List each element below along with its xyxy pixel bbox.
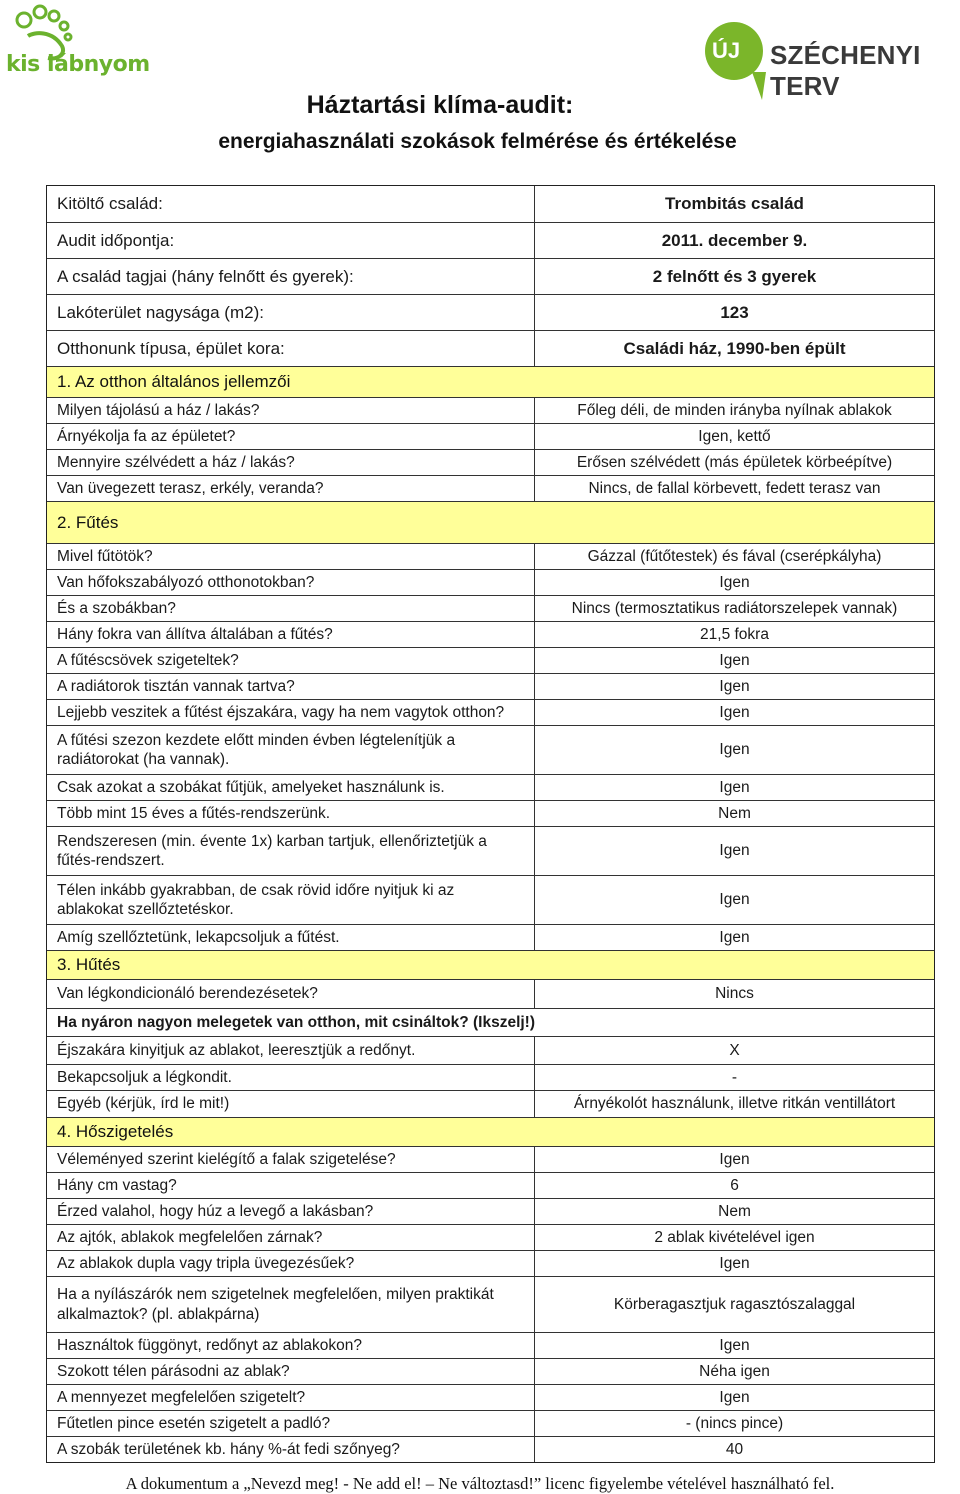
question-cell (47, 1173, 535, 1198)
header-row (47, 186, 934, 222)
header-value: Trombitás család (665, 194, 804, 214)
header-value-cell (535, 223, 934, 258)
question-row (47, 1358, 934, 1384)
header-row (47, 294, 934, 330)
answer-cell (535, 570, 934, 595)
question-row (47, 699, 934, 725)
header-row (47, 258, 934, 294)
answer-text: - (731, 1068, 738, 1086)
answer-text: Igen (719, 651, 750, 669)
answer-text: Körberagasztjuk ragasztószalaggal (613, 1295, 856, 1313)
header-label-cell (47, 186, 535, 222)
answer-cell (535, 876, 934, 924)
section-title: 3. Hűtés (57, 955, 121, 975)
answer-text: Igen (719, 573, 750, 591)
header-row (47, 222, 934, 258)
question-cell (47, 876, 535, 924)
header-label: Audit időpontja: (57, 230, 175, 250)
question-row (47, 621, 934, 647)
answer-cell (535, 700, 934, 725)
question-text: A fűtéscsövek szigeteltek? (57, 651, 239, 669)
question-cell (47, 1065, 535, 1090)
answer-cell (535, 1411, 934, 1436)
question-row (47, 543, 934, 569)
question-cell (47, 1037, 535, 1064)
answer-text: Igen (719, 928, 750, 946)
question-row (47, 1332, 934, 1358)
answer-cell (535, 1037, 934, 1064)
answer-text: Árnyékolót használunk, illetve ritkán ventillátort (573, 1095, 896, 1113)
answer-text: Igen (719, 891, 750, 909)
section-title-cell (47, 1118, 934, 1146)
section-title-cell (47, 951, 934, 979)
question-cell (47, 980, 535, 1008)
section-header (47, 501, 934, 543)
question-row (47, 800, 934, 826)
header-value-cell (535, 259, 934, 294)
question-text: Milyen tájolású a ház / lakás? (57, 401, 260, 419)
question-text: Van légkondicionáló berendezésetek? (57, 985, 318, 1003)
header-label: Lakóterület nagysága (m2): (57, 302, 264, 322)
question-row (47, 1384, 934, 1410)
question-row (47, 475, 934, 501)
question-cell (47, 1333, 535, 1358)
header-value-cell (535, 295, 934, 330)
answer-text: - (nincs pince) (685, 1414, 784, 1432)
answer-text: Igen (719, 703, 750, 721)
answer-cell (535, 398, 934, 423)
question-cell (47, 775, 535, 800)
question-text: A szobák területének kb. hány %-át fedi szőnyeg? (57, 1440, 400, 1458)
page-subtitle: energiahasználati szokások felmérése és értékelése (218, 130, 737, 153)
question-text: És a szobákban? (57, 599, 176, 617)
answer-cell (535, 980, 934, 1008)
section-title-cell (47, 367, 934, 397)
answer-cell (535, 476, 934, 501)
answer-cell (535, 726, 934, 774)
question-cell (47, 726, 535, 774)
answer-cell (535, 1251, 934, 1276)
question-cell (47, 925, 535, 950)
question-text: Bekapcsoljuk a légkondit. (57, 1068, 232, 1086)
logo-left-line1: kis (6, 52, 40, 77)
header-value: 123 (720, 302, 749, 322)
question-cell (47, 1147, 535, 1172)
audit-table (46, 185, 935, 1463)
answer-text: Erősen szélvédett (más épületek körbeépítve) (576, 453, 893, 471)
answer-cell (535, 1091, 934, 1117)
question-row (47, 673, 934, 699)
question-cell (47, 476, 535, 501)
question-cell (47, 398, 535, 423)
question-text: Amíg szellőztetünk, lekapcsoljuk a fűtést. (57, 928, 340, 946)
answer-text: Igen (719, 1388, 750, 1406)
answer-cell (535, 801, 934, 826)
question-text: Mennyire szélvédett a ház / lakás? (57, 453, 295, 471)
answer-text: Igen, kettő (698, 427, 771, 445)
answer-text: Néha igen (699, 1362, 770, 1380)
answer-cell (535, 674, 934, 699)
page-title: Háztartási klíma-audit: (306, 91, 574, 119)
question-text: Fűtetlen pince esetén szigetelt a padló? (57, 1414, 331, 1432)
question-cell (47, 1411, 535, 1436)
answer-text: Igen (719, 677, 750, 695)
question-row (47, 1224, 934, 1250)
szechenyi-badge-text: ÚJ (712, 38, 741, 63)
answer-cell (535, 544, 934, 569)
question-row (47, 1198, 934, 1224)
question-text: Az ajtók, ablakok megfelelően zárnak? (57, 1228, 323, 1246)
question-row (47, 647, 934, 673)
question-cell (47, 1009, 934, 1036)
question-cell (47, 1225, 535, 1250)
answer-cell (535, 1173, 934, 1198)
answer-cell (535, 1333, 934, 1358)
question-text: A fűtési szezon kezdete előtt minden évben légtelenítjük a radiátorokat (ha vannak). (57, 731, 456, 768)
answer-cell (535, 596, 934, 621)
logo-left-line2: lábnyom (46, 52, 150, 77)
question-row (47, 1436, 934, 1462)
answer-text: X (729, 1041, 740, 1059)
question-text: Van hőfokszabályozó otthonotokban? (57, 573, 315, 591)
answer-text: Igen (719, 1150, 750, 1168)
answer-cell (535, 648, 934, 673)
question-cell (47, 1251, 535, 1276)
question-row (47, 1172, 934, 1198)
section-header (47, 366, 934, 397)
header-value-cell (535, 331, 934, 366)
question-row (47, 875, 934, 924)
kis-labnyom-wordmark (6, 52, 150, 77)
question-row (47, 924, 934, 950)
answer-cell (535, 1199, 934, 1224)
answer-text: Nincs (715, 985, 754, 1003)
question-cell (47, 450, 535, 475)
question-text: Több mint 15 éves a fűtés-rendszerünk. (57, 804, 331, 822)
question-row (47, 1146, 934, 1172)
header-value: 2011. december 9. (661, 230, 808, 250)
answer-cell (535, 1359, 934, 1384)
answer-text: 21,5 fokra (700, 625, 769, 643)
answer-text: Nincs, de fallal körbevett, fedett terasz van (588, 479, 881, 497)
question-row (47, 1276, 934, 1332)
question-row (47, 397, 934, 423)
question-text: Van üvegezett terasz, erkély, veranda? (57, 479, 324, 497)
question-text: Hány cm vastag? (57, 1176, 177, 1194)
question-text: A mennyezet megfelelően szigetelt? (57, 1388, 306, 1406)
question-cell (47, 1385, 535, 1410)
answer-text: Nincs (termosztatikus radiátorszelepek vannak) (571, 599, 898, 617)
answer-text: Nem (718, 1202, 751, 1220)
answer-cell (535, 1225, 934, 1250)
answer-cell (535, 1277, 934, 1332)
section-title: 2. Fűtés (57, 512, 119, 532)
question-text: A radiátorok tisztán vannak tartva? (57, 677, 295, 695)
header-label-cell (47, 223, 535, 258)
question-row (47, 979, 934, 1008)
header-label: Kitöltő család: (57, 194, 163, 214)
question-cell (47, 648, 535, 673)
section-header (47, 1117, 934, 1146)
question-cell (47, 424, 535, 449)
header-label-cell (47, 331, 535, 366)
answer-text: Főleg déli, de minden irányba nyílnak ablakok (577, 401, 892, 419)
question-row (47, 1036, 934, 1064)
answer-cell (535, 925, 934, 950)
question-text: Lejjebb veszitek a fűtést éjszakára, vagy ha nem vagytok otthon? (57, 703, 505, 721)
answer-cell (535, 1385, 934, 1410)
license-footer: A dokumentum a „Nevezd meg! - Ne add el! – Ne változtasd!” licenc figyelembe vételével használható fel. (125, 1474, 835, 1493)
question-row (47, 1410, 934, 1436)
question-text: Az ablakok dupla vagy tripla üvegezésűek? (57, 1254, 355, 1272)
question-row (47, 569, 934, 595)
question-cell (47, 570, 535, 595)
question-row (47, 423, 934, 449)
question-text: Ha nyáron nagyon melegetek van otthon, mit csináltok? (Ikszelj!) (57, 1013, 536, 1031)
answer-text: 2 ablak kivételével igen (654, 1228, 815, 1246)
section-title-cell (47, 502, 934, 543)
answer-text: Igen (719, 1254, 750, 1272)
question-row (47, 1064, 934, 1090)
header-value-cell (535, 186, 934, 222)
header-row (47, 330, 934, 366)
answer-cell (535, 622, 934, 647)
header-label: Otthonunk típusa, épület kora: (57, 338, 285, 358)
question-row (47, 1250, 934, 1276)
question-text: Árnyékolja fa az épületet? (57, 427, 236, 445)
header-label-cell (47, 295, 535, 330)
question-text: Mivel fűtötök? (57, 547, 153, 565)
question-text: Érzed valahol, hogy húz a levegő a lakásban? (57, 1202, 374, 1220)
question-row (47, 725, 934, 774)
answer-cell (535, 450, 934, 475)
question-text: Rendszeresen (min. évente 1x) karban tartjuk, ellenőriztetjük a fűtés-rendszert. (57, 832, 487, 869)
answer-cell (535, 424, 934, 449)
answer-text: Nem (718, 804, 751, 822)
answer-cell (535, 827, 934, 875)
question-text: Hány fokra van állítva általában a fűtés? (57, 625, 333, 643)
question-row (47, 1090, 934, 1117)
answer-text: Igen (719, 842, 750, 860)
question-cell (47, 596, 535, 621)
question-row (47, 826, 934, 875)
question-cell (47, 1091, 535, 1117)
question-text: Éjszakára kinyitjuk az ablakot, leeresztjük a redőnyt. (57, 1041, 416, 1059)
answer-text: Gázzal (fűtőtestek) és fával (cserépkályha) (587, 547, 882, 565)
section-title: 4. Hőszigetelés (57, 1122, 174, 1142)
header-label-cell (47, 259, 535, 294)
question-row (47, 774, 934, 800)
header-value: Családi ház, 1990-ben épült (623, 338, 846, 358)
answer-text: 6 (730, 1176, 739, 1194)
question-cell (47, 622, 535, 647)
question-cell (47, 1277, 535, 1332)
section-header (47, 950, 934, 979)
answer-cell (535, 1147, 934, 1172)
question-cell (47, 801, 535, 826)
header-label: A család tagjai (hány felnőtt és gyerek): (57, 266, 354, 286)
question-cell (47, 544, 535, 569)
answer-text: 40 (725, 1440, 744, 1458)
question-cell (47, 1437, 535, 1462)
question-text: Csak azokat a szobákat fűtjük, amelyeket használunk is. (57, 778, 445, 796)
answer-cell (535, 1065, 934, 1090)
kis-labnyom-logo (4, 2, 164, 92)
answer-text: Igen (719, 741, 750, 759)
question-row (47, 595, 934, 621)
question-text: Használtok függönyt, redőnyt az ablakokon? (57, 1336, 363, 1354)
question-text: Ha a nyílászárók nem szigetelnek megfelelően, milyen praktikát alkalmaztok? (pl. ablakpárna) (57, 1286, 494, 1323)
header-value: 2 felnőtt és 3 gyerek (652, 266, 817, 286)
answer-cell (535, 1437, 934, 1462)
question-text: Egyéb (kérjük, írd le mit!) (57, 1095, 230, 1113)
szechenyi-terv-wordmark: SZÉCHENYI TERV (770, 40, 921, 101)
question-cell (47, 1359, 535, 1384)
question-row (47, 449, 934, 475)
question-text: Szokott télen párásodni az ablak? (57, 1362, 290, 1380)
question-cell (47, 674, 535, 699)
question-cell (47, 827, 535, 875)
section-title: 1. Az otthon általános jellemzői (57, 372, 291, 392)
question-cell (47, 1199, 535, 1224)
answer-text: Igen (719, 778, 750, 796)
question-row (47, 1008, 934, 1036)
question-cell (47, 700, 535, 725)
answer-cell (535, 775, 934, 800)
question-text: Télen inkább gyakrabban, de csak rövid időre nyitjuk ki az ablakokat szellőztetéskor. (57, 881, 455, 918)
question-text: Véleményed szerint kielégítő a falak szigetelése? (57, 1150, 396, 1168)
answer-text: Igen (719, 1336, 750, 1354)
